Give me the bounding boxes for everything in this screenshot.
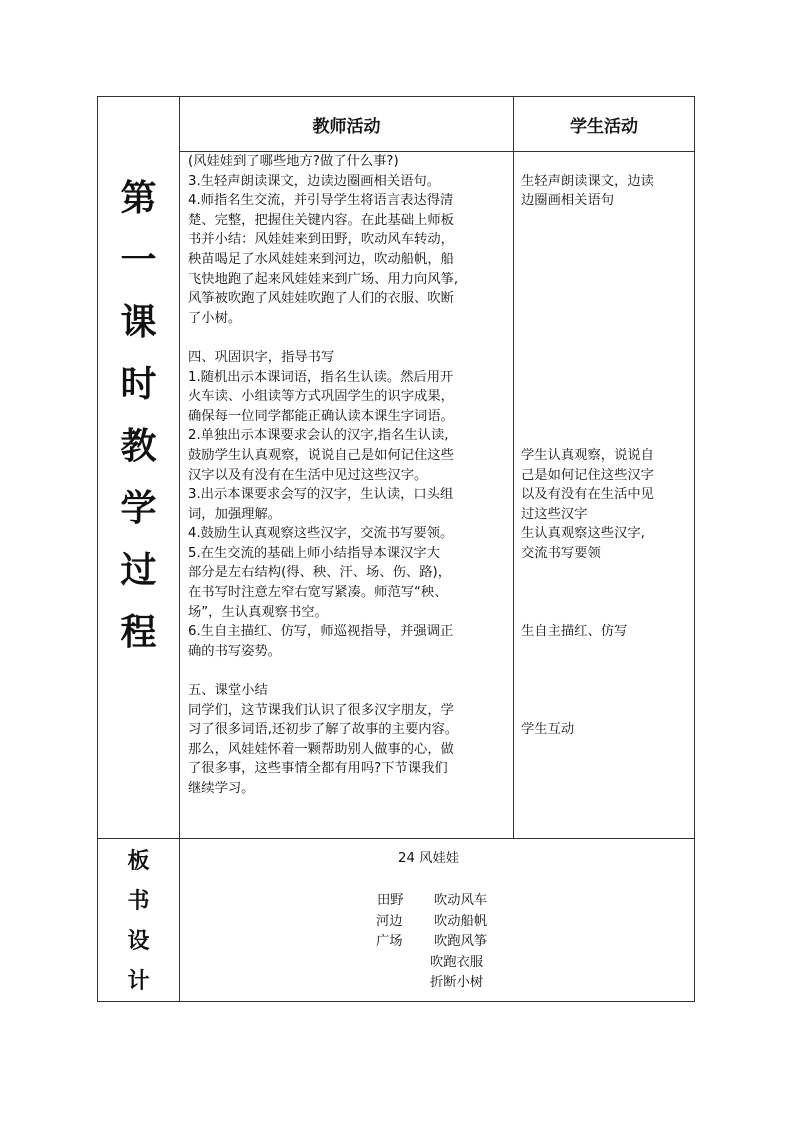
process-label-char: 一 [120, 239, 157, 281]
teacher-line: 4.师指名生交流，并引导学生将语言表达得清 [188, 193, 454, 209]
teacher-line: 5.在生交流的基础上师小结指导本课汉字大 [188, 545, 441, 561]
student-line: 学生认真观察，说说自 [521, 447, 654, 463]
teacher-line: 了很多事，这些事情全都有用吗?下节课我们 [188, 761, 448, 777]
process-label-char: 时 [120, 363, 157, 405]
student-line: 交流书写要领 [521, 545, 601, 561]
spacer [521, 426, 690, 446]
teacher-line: 飞快地跑了起来风娃娃来到广场、用力向风筝, [188, 271, 459, 287]
teacher-line: 火车读、小组读等方式巩固学生的识字成果， [188, 389, 454, 405]
board-place: 河边 [376, 913, 403, 929]
board-design-label [98, 839, 180, 1002]
student-line: 生轻声朗读课文，边读 [521, 173, 654, 189]
teacher-line: 书并小结：风娃娃来到田野，吹动风车转动， [188, 232, 454, 248]
spacer [521, 230, 690, 250]
teacher-line: (风娃娃到了哪些地方?做了什么事?) [188, 154, 399, 169]
process-label-char: 教 [120, 425, 157, 467]
teacher-line: 五、课堂小结 [188, 683, 268, 699]
teacher-line: 秧苗喝足了水风娃娃来到河边，吹动船帆，船 [188, 251, 454, 267]
spacer [521, 387, 690, 407]
board-place: 广场 [376, 934, 403, 949]
spacer [521, 250, 690, 270]
teacher-line: 确保每一位同学都能正确认读本课生字词语。 [188, 408, 454, 424]
spacer [521, 270, 690, 290]
spacer [521, 563, 690, 583]
student-line: 己是如何记住这些汉字 [521, 467, 654, 483]
teacher-activity-cell [180, 152, 514, 839]
spacer [521, 407, 690, 427]
teacher-line: 6.生自主描红、仿写，师巡视指导，并强调正 [188, 624, 454, 640]
teacher-line: 4.鼓励生认真观察这些汉字，交流书写要领。 [188, 526, 454, 542]
spacer [521, 661, 690, 681]
process-label-char: 课 [120, 301, 157, 343]
spacer [521, 309, 690, 329]
student-line: 边圈画相关语句 [521, 193, 615, 209]
teacher-line: 同学们，这节课我们认识了很多汉字朋友，学 [188, 702, 454, 718]
spacer [521, 583, 690, 603]
teacher-line: 3.出示本课要求会写的汉字，生认读，口头组 [188, 487, 454, 503]
teacher-line: 了小树。 [188, 310, 242, 326]
student-line: 生自主描红、仿写 [521, 624, 628, 640]
student-line: 以及有没有在生活中见 [521, 487, 654, 503]
lesson-process-label [98, 97, 180, 839]
student-activity-cell [514, 152, 695, 839]
board-action: 折断小树 [430, 975, 484, 990]
lesson-table [97, 96, 695, 1002]
student-line: 学生互动 [521, 722, 575, 738]
board-design-cell [180, 839, 695, 1002]
board-action: 吹动风车 [434, 893, 488, 908]
teacher-line: 鼓励学生认真观察，说说自己是如何记住这些 [188, 447, 454, 463]
teacher-line: 2.单独出示本课要求会认的汉字,指名生认读, [188, 428, 449, 444]
board-action: 吹跑风筝 [434, 934, 488, 949]
spacer [521, 642, 690, 662]
spacer [521, 603, 690, 623]
board-title: 24 风娃娃 [398, 851, 460, 866]
teacher-line: 3.生轻声朗读课文，边读边圈画相关语句。 [188, 173, 441, 189]
board-action: 吹动船帆 [434, 913, 488, 929]
teacher-line: 词，加强理解。 [188, 506, 282, 522]
board-label-char: 计 [127, 968, 150, 994]
teacher-line: 汉字以及有没有在生活中见过这些汉字。 [188, 467, 428, 483]
teacher-line: 那么，风娃娃怀着一颗帮助别人做事的心，做 [188, 741, 454, 757]
board-place: 田野 [377, 893, 404, 908]
teacher-activity-header: 教师活动 [180, 97, 514, 152]
process-label-char: 第 [120, 177, 157, 219]
teacher-line: 习了很多词语,还初步了解了故事的主要内容。 [188, 722, 459, 738]
process-label-char: 过 [120, 549, 157, 591]
spacer [521, 328, 690, 348]
board-action: 吹跑衣服 [430, 954, 484, 970]
board-label-char: 设 [127, 928, 150, 954]
board-label-char: 板 [127, 848, 150, 874]
teacher-line: 在书写时注意左窄右宽写紧凑。师范写“秧、 [188, 585, 448, 601]
spacer [521, 152, 690, 172]
teacher-line: 继续学习。 [188, 781, 255, 796]
process-label-char: 学 [120, 487, 157, 529]
teacher-line: 风筝被吹跑了风娃娃吹跑了人们的衣服、吹断 [188, 291, 454, 307]
process-label-char: 程 [120, 611, 157, 653]
spacer [521, 211, 690, 231]
student-activity-header: 学生活动 [514, 97, 695, 152]
spacer [521, 348, 690, 368]
teacher-line: 四、巩固识字，指导书写 [188, 349, 335, 365]
teacher-line: 部分是左右结构(得、秧、汗、场、伤、路)， [188, 565, 452, 581]
student-line: 过这些汉字 [521, 506, 588, 522]
teacher-line: 1.随机出示本课词语，指名生认读。然后用开 [188, 369, 454, 385]
teacher-line: 楚、完整，把握住关键内容。在此基础上师板 [188, 212, 454, 228]
blank-line [188, 328, 508, 348]
spacer [521, 368, 690, 388]
student-line: 生认真观察这些汉字, [521, 526, 645, 542]
spacer [521, 289, 690, 309]
blank-line [188, 661, 508, 681]
board-label-char: 书 [127, 888, 150, 914]
teacher-line: 确的书写姿势。 [188, 643, 282, 659]
spacer [521, 701, 690, 721]
spacer [521, 681, 690, 701]
teacher-line: 场”，生认真观察书空。 [188, 604, 328, 620]
